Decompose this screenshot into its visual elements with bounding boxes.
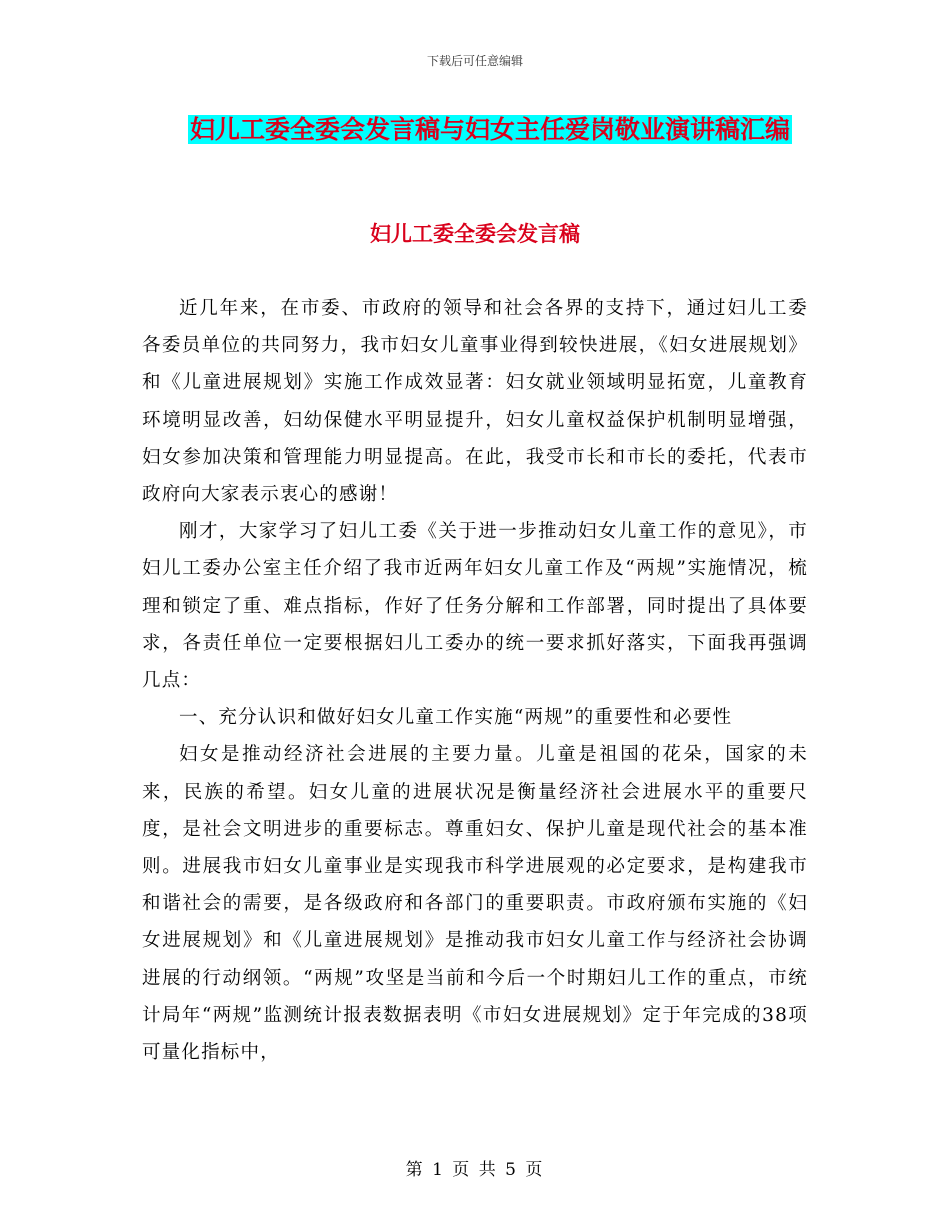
document-body — [142, 290, 808, 1071]
document-title-text: 妇儿工委全委会发言稿与妇女主任爱岗敬业演讲稿汇编 — [189, 115, 790, 144]
page-indicator: 第 1 页 共 5 页 — [405, 1160, 545, 1180]
paragraph-heading: 一、充分认识和做好妇女儿童工作实施“两规”的重要性和必要性 — [179, 707, 733, 729]
paragraph: 刚才，大家学习了妇儿工委《关于进一步推动妇女儿童工作的意见》，市妇儿工委办公室主任介绍了我市近两年妇女儿童工作及“两规”实施情况，梳理和锁定了重、难点指标，作好了任务分解和工作部署，同时提出了具体要求，各责任单位一定要根据妇儿工委办的统一要求抓好落实，下面我再强调几点： — [142, 521, 808, 692]
paragraph: 妇女是推动经济社会进展的主要力量。儿童是祖国的花朵，国家的未来，民族的希望。妇女儿童的进展状况是衡量经济社会进展水平的重要尺度，是社会文明进步的重要标志。尊重妇女、保护儿童是现代社会的基本准则。进展我市妇女儿童事业是实现我市科学进展观的必定要求，是构建我市和谐社会的需要，是各级政府和各部门的重要职责。市政府颁布实施的《妇女进展规划》和《儿童进展规划》是推动我市妇女儿童工作与经济社会协调进展的行动纲领。“两规”攻坚是当前和今后一个时期妇儿工作的重点，市统计局年“两规”监测统计报表数据表明《市妇女进展规划》定于年完成的38项可量化指标中， — [142, 744, 808, 1064]
header-note: 下载后可任意编辑 — [426, 54, 523, 68]
section-title: 妇儿工委全委会发言稿 — [370, 221, 580, 246]
paragraph: 近几年来，在市委、市政府的领导和社会各界的支持下，通过妇儿工委各委员单位的共同努力，我市妇女儿童事业得到较快进展，《妇女进展规划》和《儿童进展规划》实施工作成效显著：妇女就业领域明显拓宽，儿童教育环境明显改善，妇幼保健水平明显提升，妇女儿童权益保护机制明显增强，妇女参加决策和管理能力明显提高。在此，我受市长和市长的委托，代表市政府向大家表示衷心的感谢！ — [142, 298, 808, 506]
document-title — [180, 108, 800, 152]
